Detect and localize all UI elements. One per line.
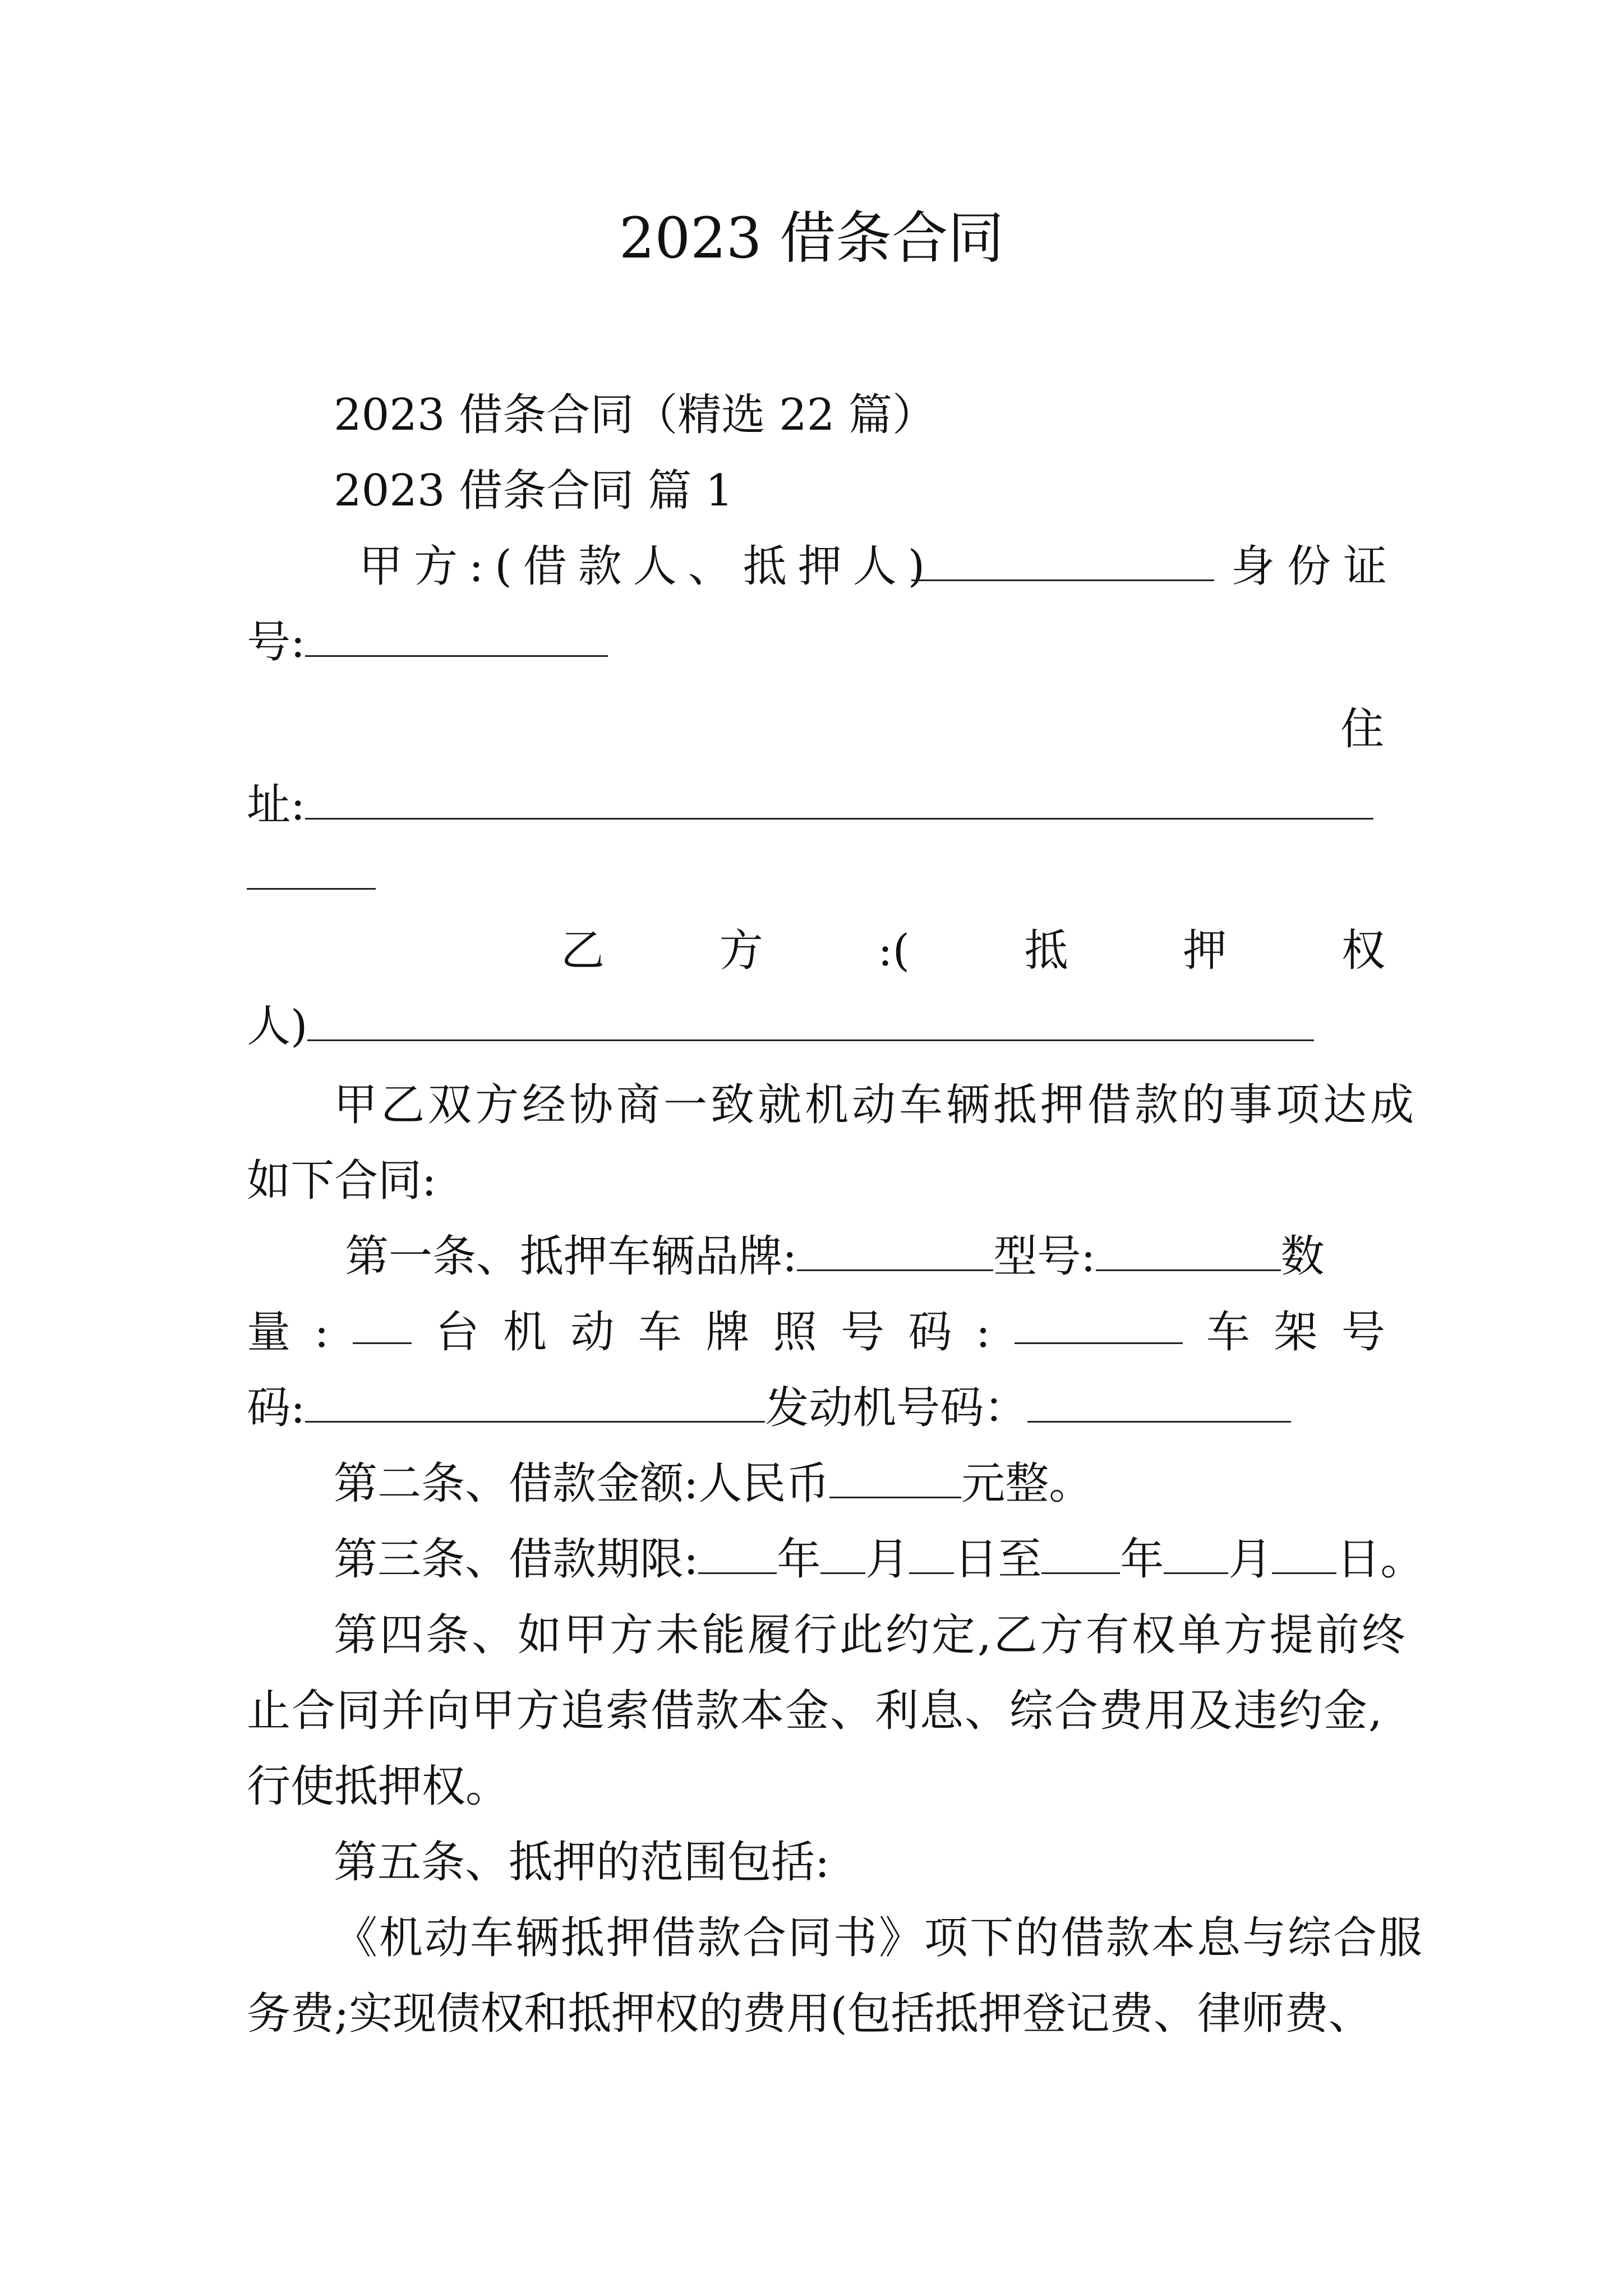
- art1-char: 牌: [706, 1307, 750, 1358]
- plate-blank: [1015, 1299, 1183, 1344]
- art2-label: 第二条、借款金额:人民币: [334, 1458, 830, 1509]
- year-label: 年: [1120, 1534, 1164, 1585]
- art1-char: 动: [570, 1307, 615, 1358]
- engine-label: 发动机号码：: [765, 1383, 1028, 1433]
- month-label: 月: [1228, 1534, 1272, 1585]
- party-b-char: :(: [878, 926, 910, 976]
- intro-line-1: 甲乙双方经协商一致就机动车辆抵押借款的事项达成: [334, 1080, 1418, 1130]
- qty-blank: [353, 1299, 412, 1344]
- art1-char: 车: [638, 1307, 682, 1358]
- party-b-char: 押: [1183, 926, 1227, 976]
- id-label-cont: 号:: [247, 617, 306, 668]
- frame-label: 码:: [247, 1383, 306, 1433]
- document-title: 2023 借条合同: [619, 205, 1004, 271]
- amount-blank: [829, 1453, 961, 1498]
- art1-char: 量: [247, 1307, 291, 1358]
- art1-row-2: [247, 1299, 1385, 1366]
- date-blank: [1164, 1529, 1228, 1574]
- intro-line-2: 如下合同:: [247, 1156, 437, 1206]
- id-number-blank: [305, 611, 608, 657]
- art4-line-2: 止合同并向甲方追索借款本金、利息、综合费用及违约金,: [247, 1686, 1384, 1736]
- year-label: 年: [777, 1534, 821, 1585]
- frame-blank: [305, 1377, 765, 1423]
- art5-line-2: 务费;实现债权和抵押权的费用(包括抵押登记费、律师费、: [247, 1989, 1372, 2039]
- address-label: 址:: [247, 780, 306, 830]
- art1-char: :: [314, 1307, 329, 1358]
- date-blank: [1272, 1529, 1336, 1574]
- art1-char: 号: [841, 1307, 885, 1358]
- party-b-char: 抵: [1024, 926, 1068, 976]
- party-b-blank: [307, 996, 1314, 1041]
- address-head: 住: [1340, 704, 1385, 754]
- party-a-label: 甲方:(借款人、抵押人): [359, 541, 937, 592]
- brand-blank: [797, 1226, 993, 1271]
- art5-heading: 第五条、抵押的范围包括:: [334, 1837, 830, 1888]
- address-blank-cont: [247, 844, 376, 890]
- art3-label: 第三条、借款期限:: [334, 1534, 699, 1585]
- date-blank: [909, 1529, 954, 1574]
- art1-char: 台: [435, 1307, 479, 1358]
- art1-char: :: [975, 1307, 991, 1358]
- art1-char: 车: [1206, 1307, 1250, 1358]
- art2-suffix: 元整。: [961, 1458, 1093, 1509]
- art4-line-3: 行使抵押权。: [247, 1761, 510, 1812]
- id-label: 身份证: [1231, 541, 1400, 592]
- art1-model-label: 型号:: [993, 1231, 1096, 1282]
- day-to-label: 日至: [954, 1534, 1042, 1585]
- day-label: 日。: [1336, 1534, 1424, 1585]
- art4-line-1: 第四条、如甲方未能履行此约定,乙方有权单方提前终: [334, 1610, 1408, 1660]
- party-a-name-blank: [911, 536, 1214, 581]
- art1-char: 机: [502, 1307, 547, 1358]
- party-b-char: 乙: [561, 926, 605, 976]
- art1-char: 架: [1274, 1307, 1318, 1358]
- month-label: 月: [865, 1534, 910, 1585]
- party-b-head: [561, 917, 1385, 984]
- party-b-char: 权: [1341, 926, 1385, 976]
- date-blank: [698, 1529, 777, 1574]
- section-heading: 2023 借条合同 篇 1: [334, 466, 734, 516]
- model-blank: [1096, 1226, 1281, 1271]
- party-b-char: 方: [719, 926, 763, 976]
- date-blank: [1041, 1529, 1120, 1574]
- subtitle: 2023 借条合同（精选 22 篇）: [334, 390, 937, 440]
- engine-blank: [1027, 1377, 1291, 1423]
- art1-char: 照: [773, 1307, 817, 1358]
- date-blank: [820, 1529, 865, 1574]
- art1-qty-label: 数: [1280, 1231, 1325, 1282]
- art1-brand-label: 第一条、抵押车辆品牌:: [345, 1231, 797, 1282]
- party-b-label: 人): [247, 1001, 308, 1052]
- art1-char: 码: [908, 1307, 952, 1358]
- address-blank: [305, 774, 1373, 820]
- art5-line-1: 《机动车辆抵押借款合同书》项下的借款本息与综合服: [334, 1913, 1424, 1963]
- art1-char: 号: [1341, 1307, 1385, 1358]
